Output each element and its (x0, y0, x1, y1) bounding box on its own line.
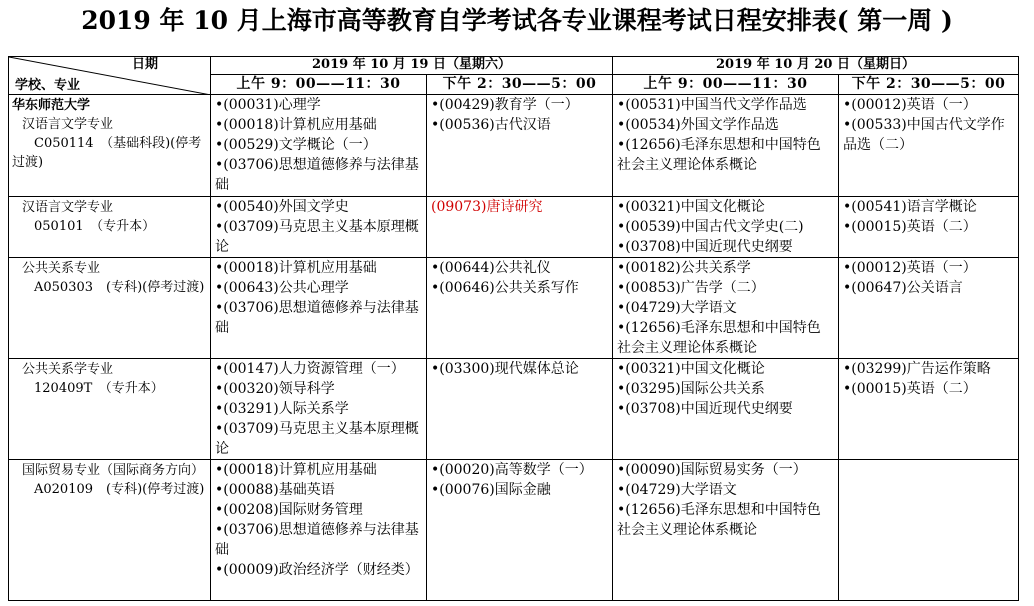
course-item: •(03706)思想道德修养与法律基础 (215, 300, 419, 336)
course-item: •(00012)英语（一） (843, 97, 977, 113)
course-item: •(00540)外国文学史 (215, 199, 349, 215)
school-major-cell (9, 359, 211, 460)
exam-slot-cell (427, 95, 613, 197)
course-item: •(04729)大学语文 (617, 300, 737, 316)
course-item: •(03299)广告运作策略 (843, 361, 991, 377)
major-code-note: 过渡) (12, 155, 44, 170)
exam-slot-cell (613, 258, 839, 359)
major-code: 050101 （专升本） (34, 219, 156, 234)
corner-header-cell (9, 57, 211, 95)
schedule-table (8, 56, 1019, 601)
exam-slot-cell (427, 197, 613, 258)
course-item: •(03708)中国近现代史纲要 (617, 401, 793, 417)
table-row (9, 460, 1019, 601)
course-item: •(12656)毛泽东思想和中国特色社会主义理论体系概论 (617, 502, 821, 538)
slot-header: 下午 2：30——5：00 (427, 75, 613, 95)
exam-slot-cell (211, 197, 427, 258)
course-item: •(00012)英语（一） (843, 260, 977, 276)
slot-header: 下午 2：30——5：00 (839, 75, 1019, 95)
course-item: •(12656)毛泽东思想和中国特色社会主义理论体系概论 (617, 320, 821, 356)
school-major-cell (9, 95, 211, 197)
school-axis-label: 学校、专业 (15, 78, 81, 93)
course-item: •(03706)思想道德修养与法律基础 (215, 157, 419, 193)
exam-slot-cell (427, 359, 613, 460)
school-major-cell (9, 460, 211, 601)
major-code: A050303 (专科)(停考过渡) (34, 280, 205, 295)
course-item: •(00541)语言学概论 (843, 199, 977, 215)
table-row (9, 359, 1019, 460)
course-item: •(00018)计算机应用基础 (215, 260, 377, 276)
course-item: •(00208)国际财务管理 (215, 502, 363, 518)
major-name: 公共关系专业 (22, 261, 101, 276)
major-code: C050114 （基础科段)(停考 (34, 136, 202, 151)
exam-slot-cell (211, 258, 427, 359)
table-row (9, 258, 1019, 359)
course-item: •(12656)毛泽东思想和中国特色社会主义理论体系概论 (617, 137, 821, 173)
exam-slot-cell (839, 359, 1019, 460)
slot-header: 上午 9：00——11：30 (211, 75, 427, 95)
course-item: •(00531)中国当代文学作品选 (617, 97, 807, 113)
course-item: •(00529)文学概论（一） (215, 137, 377, 153)
major-name: 汉语言文学专业 (22, 200, 114, 215)
course-item: •(00539)中国古代文学史(二) (617, 219, 804, 235)
exam-slot-cell (839, 197, 1019, 258)
exam-slot-cell (613, 460, 839, 601)
course-item: •(00147)人力资源管理（一） (215, 361, 405, 377)
course-item: •(00429)教育学（一） (431, 97, 579, 113)
course-item: •(00020)高等数学（一） (431, 462, 593, 478)
course-item: •(03709)马克思主义基本原理概论 (215, 421, 419, 457)
major-code: A020109 (专科)(停考过渡) (34, 482, 205, 497)
course-item: •(00018)计算机应用基础 (215, 117, 377, 133)
course-item: •(00646)公共关系写作 (431, 280, 579, 296)
date-header-sun: 2019 年 10 月 20 日（星期日） (613, 57, 1019, 75)
course-item: •(00321)中国文化概论 (617, 361, 765, 377)
course-item: •(00534)外国文学作品选 (617, 117, 779, 133)
course-item: •(00015)英语（二） (843, 381, 977, 397)
table-row (9, 95, 1019, 197)
course-item: •(04729)大学语文 (617, 482, 737, 498)
exam-slot-cell (211, 460, 427, 601)
course-item: •(00320)领导科学 (215, 381, 335, 397)
exam-slot-cell (839, 258, 1019, 359)
university-name: 华东师范大学 (12, 98, 91, 113)
school-major-cell (9, 258, 211, 359)
course-item: •(00321)中国文化概论 (617, 199, 765, 215)
course-item: •(03300)现代媒体总论 (431, 361, 579, 377)
table-row (9, 197, 1019, 258)
course-item: •(00853)广告学（二） (617, 280, 765, 296)
course-item: •(03706)思想道德修养与法律基础 (215, 522, 419, 558)
exam-slot-cell (839, 95, 1019, 197)
course-item: •(00533)中国古代文学作品选（二） (843, 117, 1005, 153)
course-item: •(00182)公共关系学 (617, 260, 751, 276)
course-item: •(00090)国际贸易实务（一） (617, 462, 807, 478)
exam-slot-cell (427, 460, 613, 601)
major-name: 国际贸易专业（国际商务方向） (22, 463, 205, 478)
course-item: •(00031)心理学 (215, 97, 321, 113)
course-item: •(00644)公共礼仪 (431, 260, 551, 276)
course-item: •(03295)国际公共关系 (617, 381, 765, 397)
course-item: •(03708)中国近现代史纲要 (617, 239, 793, 255)
course-item: •(00647)公关语言 (843, 280, 963, 296)
exam-slot-cell (211, 359, 427, 460)
slot-header: 上午 9：00——11：30 (613, 75, 839, 95)
page-title: 2019 年 10 月上海市高等教育自学考试各专业课程考试日程安排表( 第一周 ) (81, 6, 953, 35)
course-item: •(00076)国际金融 (431, 482, 551, 498)
major-code: 120409T （专升本） (34, 381, 164, 396)
date-header-sat: 2019 年 10 月 19 日（星期六） (211, 57, 613, 75)
course-item: •(00643)公共心理学 (215, 280, 349, 296)
course-item: •(00088)基础英语 (215, 482, 335, 498)
course-item: •(00536)古代汉语 (431, 117, 551, 133)
major-name: 汉语言文学专业 (22, 117, 114, 132)
course-item: •(00018)计算机应用基础 (215, 462, 377, 478)
course-item: •(03291)人际关系学 (215, 401, 349, 417)
course-item: •(00015)英语（二） (843, 219, 977, 235)
course-item: •(00009)政治经济学（财经类） (215, 562, 419, 578)
school-major-cell (9, 197, 211, 258)
date-axis-label: 日期 (131, 57, 158, 72)
major-name: 公共关系学专业 (22, 362, 114, 377)
exam-slot-cell (211, 95, 427, 197)
course-item: •(03709)马克思主义基本原理概论 (215, 219, 419, 255)
exam-slot-cell (613, 359, 839, 460)
exam-slot-cell (613, 197, 839, 258)
exam-slot-cell (839, 460, 1019, 601)
course-item: (09073)唐诗研究 (431, 199, 543, 215)
exam-slot-cell (427, 258, 613, 359)
exam-slot-cell (613, 95, 839, 197)
